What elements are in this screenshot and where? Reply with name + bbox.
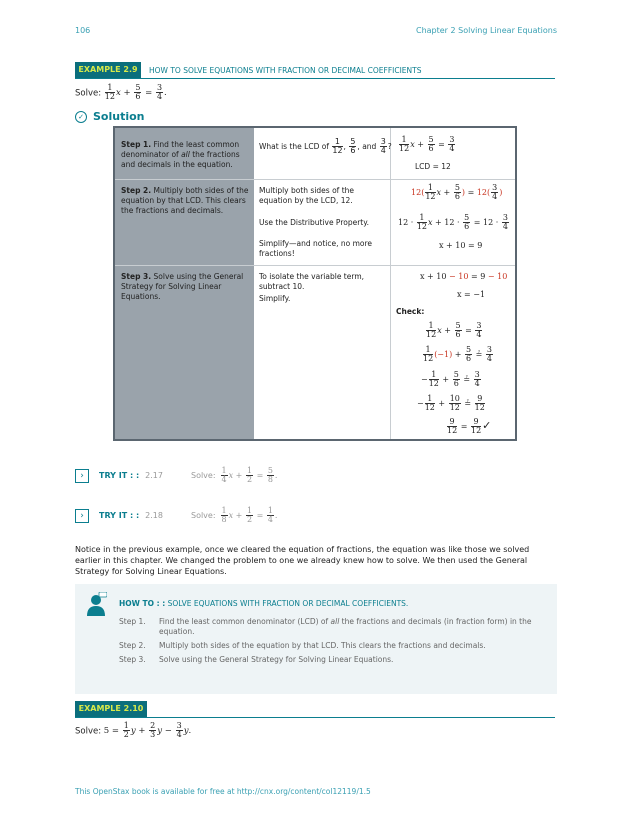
how-to-step-3: Step 3. Solve using the General Strategy for Solving Linear Equations. [119,655,394,665]
step-3-explain-1: To isolate the variable term, subtract 10. [259,272,365,292]
example-label: EXAMPLE 2.9 [75,62,141,78]
step-2-explain-1: Multiply both sides of the equation by the LCD, 12. [259,186,355,206]
step-3-text: Step 3. Solve using the General Strategy for Solving Linear Equations. [121,272,244,302]
example-2-header [75,701,555,718]
example-2-problem: Solve: 5 = $\frac{1}{2}$ y + $\frac{2}{3}$ y − $\frac{3}{4}$ y. [75,721,192,740]
step-1-text: Step 1. Find the least common denominator of all the fractions and decimals in the equation. [121,140,240,170]
example-2-equation: 5 = $\frac{1}{2}$ y + $\frac{2}{3}$ y − $\frac{3}{4}$ y. [103,721,192,740]
example-header [75,62,555,79]
how-to-heading: HOW TO : : SOLVE EQUATIONS WITH FRACTION OR DECIMAL COEFFICIENTS. [119,599,409,608]
person-icon [85,592,107,616]
step-3-explain-2: Simplify. [259,294,291,303]
solution-heading: ✓ Solution [75,110,145,123]
how-to-step-2: Step 2. Multiply both sides of the equation by that LCD. This clears the fractions and decimals. [119,641,486,651]
step-2-distribute: 12 · $\frac{1}{12}$ x + 12 · $\frac{5}{6}$ = 12 · $\frac{3}{4}$ [398,213,508,232]
try-1-equation: $\frac{1}{4}$ x + $\frac{1}{2}$ = $\frac{5}{8}$ . [221,466,278,485]
step-2-explain-2: Use the Distributive Property. [259,218,369,227]
check-line-2: $\frac{1}{12}$ (−1) + $\frac{5}{6}$ ≟ $\frac{3}{4}$ [423,345,493,364]
page-number: 106 [75,26,91,35]
check-circle-icon: ✓ [75,111,87,123]
try-it-2-18[interactable]: › TRY IT : : 2.18 Solve: $\frac{1}{8}$ x + $\frac{1}{2}$ = $\frac{1}{4}$ . [75,507,277,525]
try-2-equation: $\frac{1}{8}$ x + $\frac{1}{2}$ = $\frac{1}{4}$ . [221,506,278,525]
step-1-lcd: LCD = 12 [415,162,451,171]
chapter-title: Chapter 2 Solving Linear Equations [415,26,557,35]
check-line-4: − $\frac{1}{12}$ + $\frac{10}{12}$ ≟ $\frac{9}{12}$ [417,394,485,413]
example-problem [75,84,167,102]
example-title: HOW TO SOLVE EQUATIONS WITH FRACTION OR DECIMAL COEFFICIENTS [149,66,422,75]
step-2-text: Step 2. Multiply both sides of the equation by that LCD. This clears the fractions and decimals. [121,186,249,216]
step-3-subtract: x + 10 − 10 = 9 − 10 [420,272,508,281]
example-2-label: EXAMPLE 2.10 [75,701,147,717]
checkmark-icon: ✓ [482,418,492,432]
try-it-2-17[interactable]: › TRY IT : : 2.17 Solve: $\frac{1}{4}$ x + $\frac{1}{2}$ = $\frac{5}{8}$ . [75,467,277,485]
step-2-multiply: 12( $\frac{1}{12}$ x + $\frac{5}{6}$ ) = 12( $\frac{3}{4}$ ) [411,183,503,202]
step-3-solution: x = −1 [457,290,486,299]
how-to-steps [119,617,549,664]
chevron-right-icon: › [75,509,89,523]
solution-table [113,126,517,441]
solve-label: Solve: [75,88,102,99]
step-2-explain-3: Simplify—and notice, no more fractions! [259,239,373,259]
chevron-right-icon: › [75,469,89,483]
problem-equation: $\frac{1}{12}$ x + $\frac{5}{6}$ = $\frac{3}{4}$ . [104,83,167,102]
step-1-explain: What is the LCD of $\frac{1}{12}$ , $\frac{5}{6}$ , and $\frac{3}{4}$ ? [259,137,392,156]
body-paragraph: Notice in the previous example, once we cleared the equation of fractions, the equation was like those we solved earlier in this chapter. We changed the problem to one we already knew how to solve. We then used the General Strategy for Solving Linear Equations. [75,545,530,576]
how-to-box [75,584,557,694]
check-line-3: − $\frac{1}{12}$ + $\frac{5}{6}$ ≟ $\frac{3}{4}$ [421,370,480,389]
step-2-simplified: x + 10 = 9 [439,241,483,250]
check-label: Check: [396,307,425,316]
footer: This OpenStax book is available for free at http://cnx.org/content/col12119/1.5 [75,787,371,796]
step-1-equation: $\frac{1}{12}$ x + $\frac{5}{6}$ = $\frac{3}{4}$ [399,135,455,154]
check-line-1: $\frac{1}{12}$ x + $\frac{5}{6}$ = $\frac{3}{4}$ [426,321,482,340]
check-line-5: $\frac{9}{12}$ = $\frac{9}{12}$ ✓ [447,417,492,436]
how-to-step-1: Step 1. Find the least common denominator (LCD) of all the fractions and decimals (in fraction form) in the equation. [119,617,532,637]
